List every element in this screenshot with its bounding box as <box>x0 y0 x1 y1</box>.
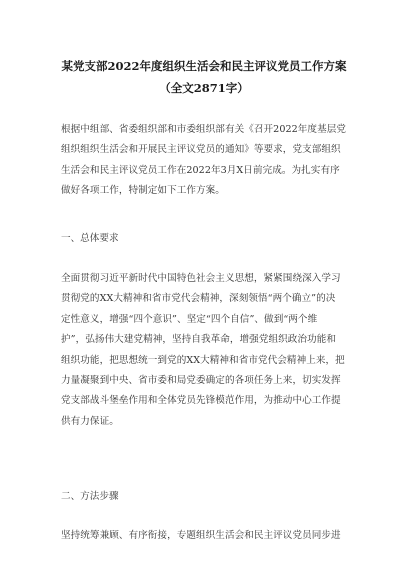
paragraph-line: 组织组织生活会和开展民主评议党员的通知》等要求，党支部组织 <box>61 144 341 156</box>
paragraph-line: 根据中组部、省委组织部和市委组织部有关《召开2022年度基层党 <box>61 124 346 135</box>
intro-paragraph <box>61 120 361 202</box>
document-title: 某党支部2022年度组织生活会和民主评议党员工作方案 <box>61 59 347 73</box>
general-requirements-paragraph <box>61 269 361 432</box>
methods-steps-paragraph <box>61 526 361 546</box>
paragraph-line: 党支部战斗堡垒作用和全体党员先锋模范作用，为推动中心工作提 <box>61 395 341 407</box>
paragraph-line: 贯彻党的XX大精神和省市党代会精神，深刻领悟“两个确立”的决 <box>61 293 336 305</box>
paragraph-line: 生活会和民主评议党员工作在2022年3月X日前完成。为扎实有序 <box>61 164 340 176</box>
paragraph-line: 护”，弘扬伟大建党精神，坚持自我革命，增强党组织政治功能和 <box>61 334 336 346</box>
paragraph-line: 力量凝聚到中央、省市委和局党委确定的各项任务上来，切实发挥 <box>61 374 341 386</box>
document-word-count: （全文2871字） <box>159 81 249 95</box>
paragraph-line: 供有力保证。 <box>61 415 119 427</box>
paragraph-line: 组织功能，把思想统一到党的XX大精神和省市党代会精神上来，把 <box>61 354 345 366</box>
paragraph-line: 做好各项工作，特制定如下工作方案。 <box>61 185 225 197</box>
section-heading-methods-steps: 二、方法步骤 <box>61 491 119 502</box>
section-heading-general-requirements: 一、总体要求 <box>61 233 119 244</box>
paragraph-line: 全面贯彻习近平新时代中国特色社会主义思想，紧紧围绕深入学习 <box>61 273 341 284</box>
paragraph-line: 定性意义，增强“四个意识”、坚定“四个自信”、做到“两个维 <box>61 313 318 325</box>
paragraph-line: 坚持统筹兼顾、有序衔接，专题组织生活会和民主评议党员同步进 <box>61 530 341 541</box>
